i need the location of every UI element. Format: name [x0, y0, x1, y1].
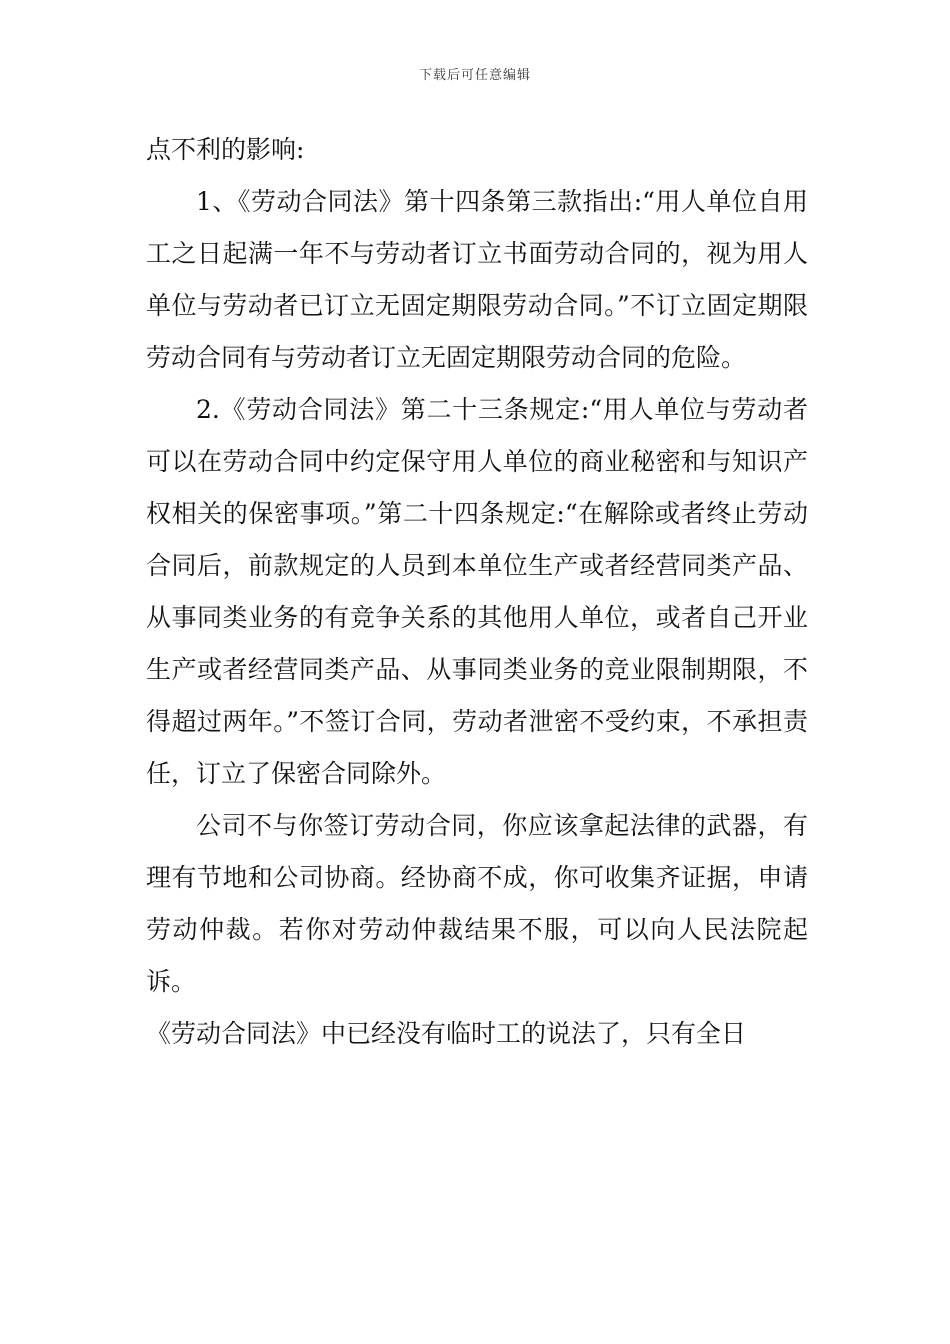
paragraph-temporary-workers: 《劳动合同法》中已经没有临时工的说法了，只有全日	[146, 1019, 747, 1048]
paragraph-continuation: 点不利的影响:	[146, 135, 305, 164]
page-header: 下载后可任意编辑	[418, 68, 531, 83]
paragraph-article-14: 1、《劳动合同法》第十四条第三款指出:“用人单位自用工之日起满一年不与劳动者订立书面劳动合同的，视为用人单位与劳动者已订立无固定期限劳动合同。”不订立固定期限劳动合同有与劳动者订立无固定期限劳动合同的危险。	[146, 187, 808, 372]
paragraph-article-23-24: 2.《劳动合同法》第二十三条规定:“用人单位与劳动者可以在劳动合同中约定保守用人单位的商业秘密和与知识产权相关的保密事项。”第二十四条规定:“在解除或者终止劳动合同后，前款规定的人员到本单位生产或者经营同类产品、从事同类业务的有竞争关系的其他用人单位，或者自己开业生产或者经营同类产品、从事同类业务的竞业限制期限，不得超过两年。”不签订合同，劳动者泄密不受约束，不承担责任，订立了保密合同除外。	[146, 395, 808, 788]
paragraph-advice: 公司不与你签订劳动合同，你应该拿起法律的武器，有理有节地和公司协商。经协商不成，你可收集齐证据，申请劳动仲裁。若你对劳动仲裁结果不服，可以向人民法院起诉。	[146, 811, 808, 996]
document-body	[146, 124, 808, 1060]
